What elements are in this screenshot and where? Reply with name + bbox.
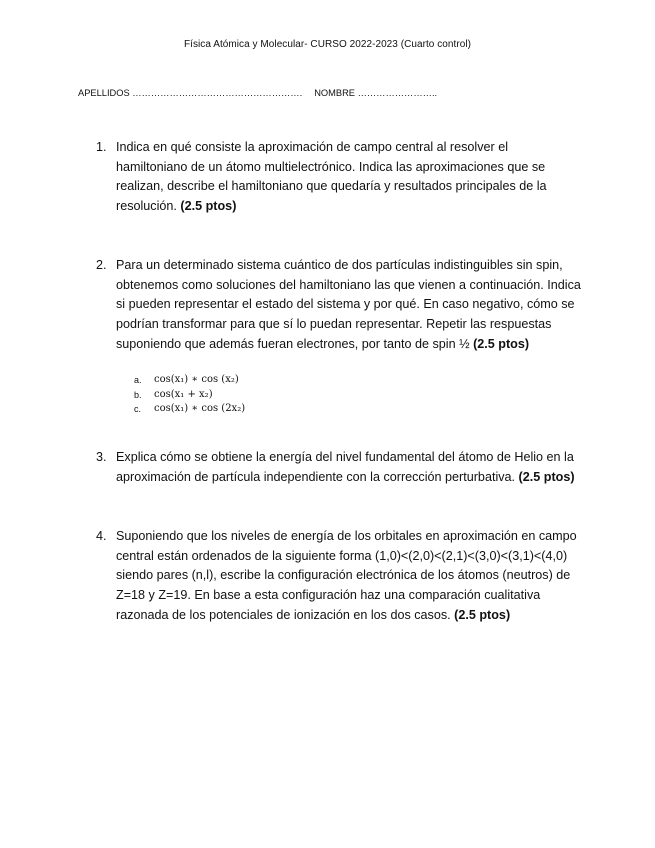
question-1 (96, 138, 582, 217)
apellidos-field: APELLIDOS ………………………………………………. (78, 88, 303, 98)
question-text: Explica cómo se obtiene la energía del nivel fundamental del átomo de Helio en la aproximación de partícula independiente con la corrección perturbativa. (116, 450, 574, 484)
question-text: Indica en qué consiste la aproximación de campo central al resolver el hamiltoniano de un átomo multielectrónico. Indica las aproximaciones que se realizan, describe el hamiltoniano que quedaría y resultados principales de la resolución. (116, 140, 547, 214)
question-text: Suponiendo que los niveles de energía de los orbitales en aproximación en campo central están ordenados de la siguiente forma (1,0)<(2,0)<(2,1)<(3,0)<(3,1)<(4,0) siendo pares (n,l), escribe la configuración electrónica de los átomos (neutros) de Z=18 y Z=19. En base a esta configuración haz una comparación cualitativa razonada de los potenciales de ionización en los dos casos. (116, 529, 577, 622)
question-4 (96, 527, 582, 626)
question-text: Para un determinado sistema cuántico de dos partículas indistinguibles sin spin, obtenemos como soluciones del hamiltoniano las que vienen a continuación. Indica si pueden representar el estado del sistema y por qué. En caso negativo, cómo se podrían transformar para que sí lo puedan representar. Repetir las respuestas suponiendo que además fueran electrones, por tanto de spin ½ (116, 258, 581, 351)
question-points: (2.5 ptos) (180, 199, 237, 214)
option-expression: cos(x₁ + x₂) (154, 388, 213, 400)
question-points: (2.5 ptos) (518, 469, 575, 484)
question-number: 3. (96, 450, 107, 464)
question-2 (96, 256, 582, 355)
question-3 (96, 448, 582, 487)
question-points: (2.5 ptos) (454, 607, 511, 622)
question-number: 4. (96, 529, 107, 543)
option-expression: cos(x₁) ∗ cos (2x₂) (154, 403, 246, 414)
option-label: a. (134, 375, 142, 385)
question-points: (2.5 ptos) (473, 336, 530, 351)
question-number: 1. (96, 140, 107, 154)
document-title: Física Atómica y Molecular- CURSO 2022-2023 (Cuarto control) (184, 39, 471, 50)
option-label: c. (134, 404, 142, 414)
option-label: b. (134, 389, 142, 400)
student-fields (78, 88, 437, 98)
option-expression: cos(x₁) ∗ cos (x₂) (154, 374, 239, 385)
question-number: 2. (96, 258, 107, 272)
nombre-field: NOMBRE …………………….. (314, 88, 438, 98)
